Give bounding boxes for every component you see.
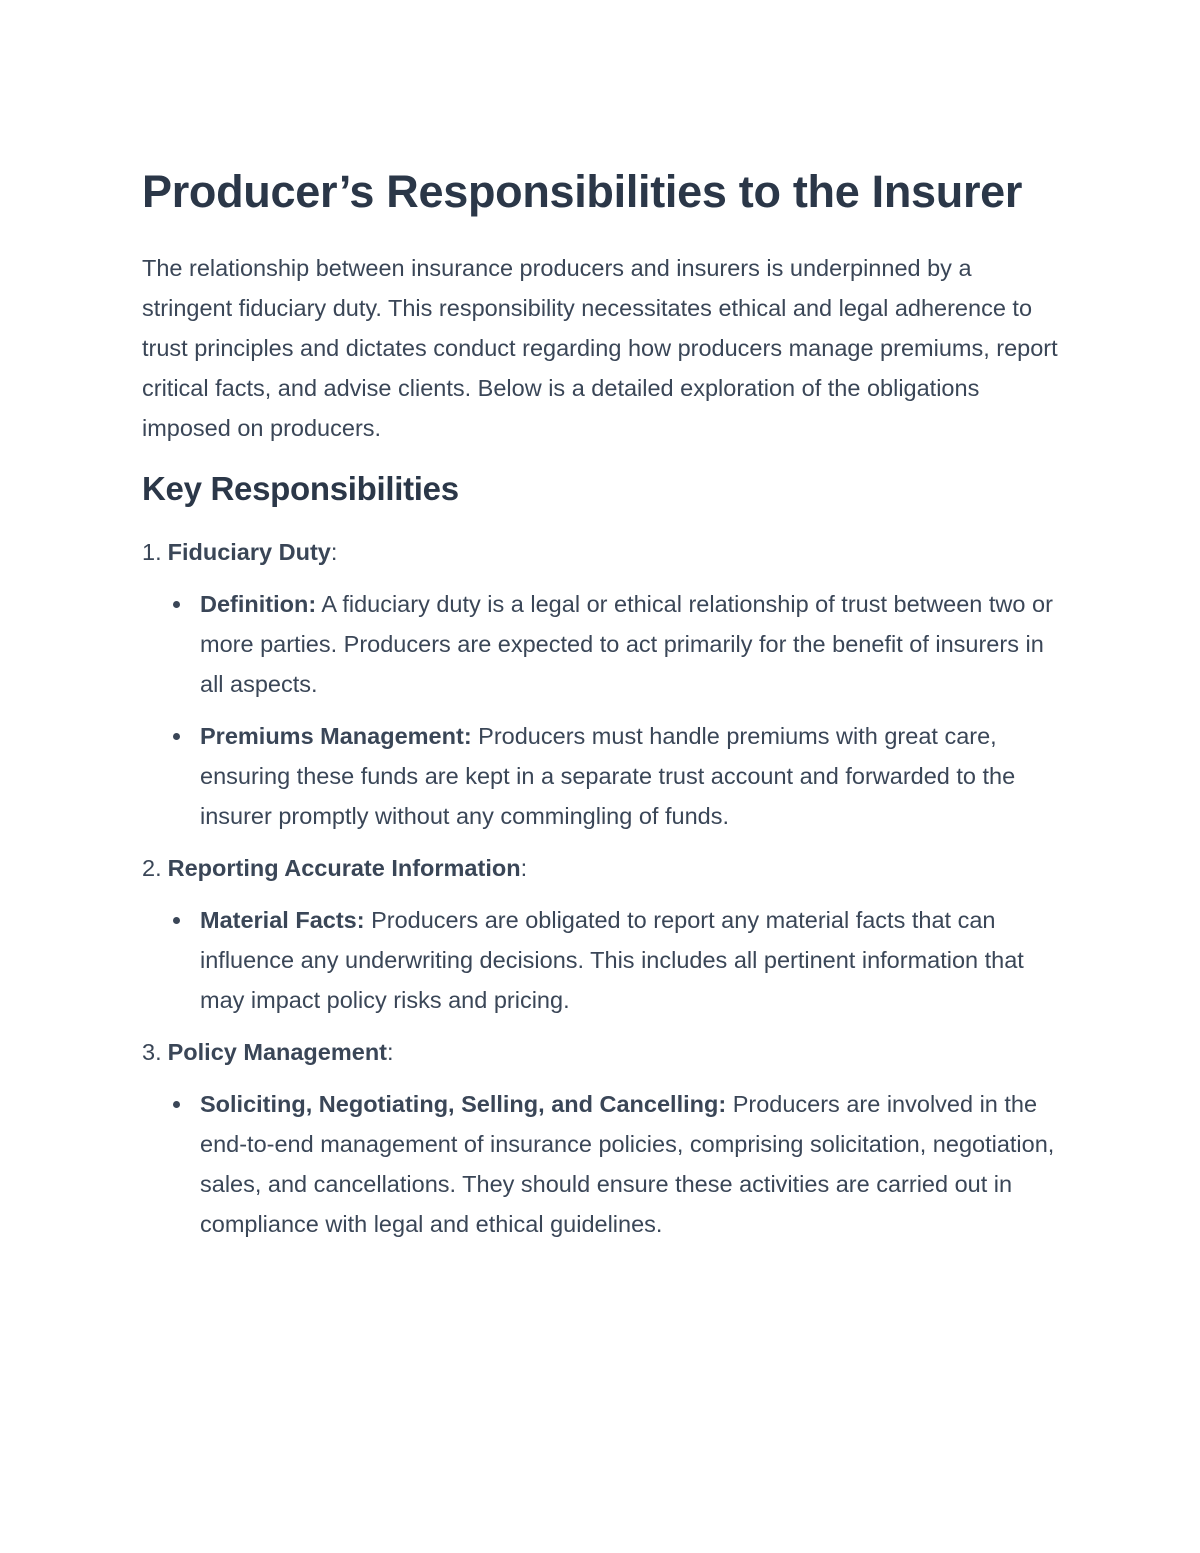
section-title: Fiduciary Duty [167,539,331,565]
bullet-icon [173,733,180,740]
bullet-term: Definition [200,591,309,617]
page-title: Producer’s Responsibilities to the Insurer [142,166,1023,217]
bullet-list [142,900,1062,1020]
bullet-icon [173,1101,180,1108]
section-title: Policy Management [167,1039,388,1065]
bullet-text: Producers are involved in the end-to-end management of insurance policies, comprising solicitation, negotiation, sales, and cancellations. They should ensure these activities are carried out in compliance with legal and ethical guidelines. [200,1091,1055,1237]
intro-paragraph: The relationship between insurance producers and insurers is underpinned by a stringent fiduciary duty. This responsibility necessitates ethical and legal adherence to trust principles and dictates conduct regarding how producers manage premiums, report critical facts, and advise clients. Below is a detailed exploration of the obligations imposed on producers. [142,255,1058,441]
bullet-text: Producers must handle premiums with great care, ensuring these funds are kept in a separate trust account and forwarded to the insurer promptly without any commingling of funds. [200,723,1016,829]
bullet-term: Soliciting, Negotiating, Selling, and Cancelling [200,1091,719,1117]
section-number: 2. [142,855,162,881]
section-heading: Key Responsibilities [142,470,459,507]
section-number: 1. [142,539,162,565]
list-item: Definition: A fiduciary duty is a legal or ethical relationship of trust between two or more parties. Producers are expected to act primarily for the benefit of insurers in all aspects. [142,584,1062,704]
bullet-text: A fiduciary duty is a legal or ethical relationship of trust between two or more parties. Producers are expected to act primarily for the benefit of insurers in all aspects. [200,591,1053,697]
section-reporting-accurate-information: 2. Reporting Accurate Information: Material Facts: Producers are obligated to report any material facts that can influence any underwriting decisions. This includes all pertinent information that may impact policy risks and pricing. [142,848,1062,1020]
section-number: 3. [142,1039,162,1065]
section-title: Reporting Accurate Information [167,855,521,881]
responsibilities-list [142,532,1062,1244]
section-fiduciary-duty: 1. Fiduciary Duty: Definition: A fiduciary duty is a legal or ethical relationship of trust between two or more parties. Producers are expected to act primarily for the benefit of insurers in all aspects. Premiums Management: Producers must handle premiums with great care, ensuring these funds are kept in a separate trust account and forwarded to the insurer promptly without any commingling of funds. [142,532,1062,836]
list-item: Soliciting, Negotiating, Selling, and Cancelling: Producers are involved in the end-to-end management of insurance policies, comprising solicitation, negotiation, sales, and cancellations. They should ensure these activities are carried out in compliance with legal and ethical guidelines. [142,1084,1062,1244]
bullet-text: Producers are obligated to report any material facts that can influence any underwriting decisions. This includes all pertinent information that may impact policy risks and pricing. [200,907,1024,1013]
bullet-list [142,584,1062,836]
list-item: Material Facts: Producers are obligated to report any material facts that can influence any underwriting decisions. This includes all pertinent information that may impact policy risks and pricing. [142,900,1062,1020]
bullet-term: Premiums Management [200,723,464,749]
bullet-term: Material Facts [200,907,357,933]
list-item: Premiums Management: Producers must handle premiums with great care, ensuring these funds are kept in a separate trust account and forwarded to the insurer promptly without any commingling of funds. [142,716,1062,836]
section-policy-management: 3. Policy Management: Soliciting, Negotiating, Selling, and Cancelling: Producers are involved in the end-to-end management of insurance policies, comprising solicitation, negotiation, sales, and cancellations. They should ensure these activities are carried out in compliance with legal and ethical guidelines. [142,1032,1062,1244]
bullet-list [142,1084,1062,1244]
bullet-icon [173,917,180,924]
document-page [142,160,1062,1256]
bullet-icon [173,601,180,608]
